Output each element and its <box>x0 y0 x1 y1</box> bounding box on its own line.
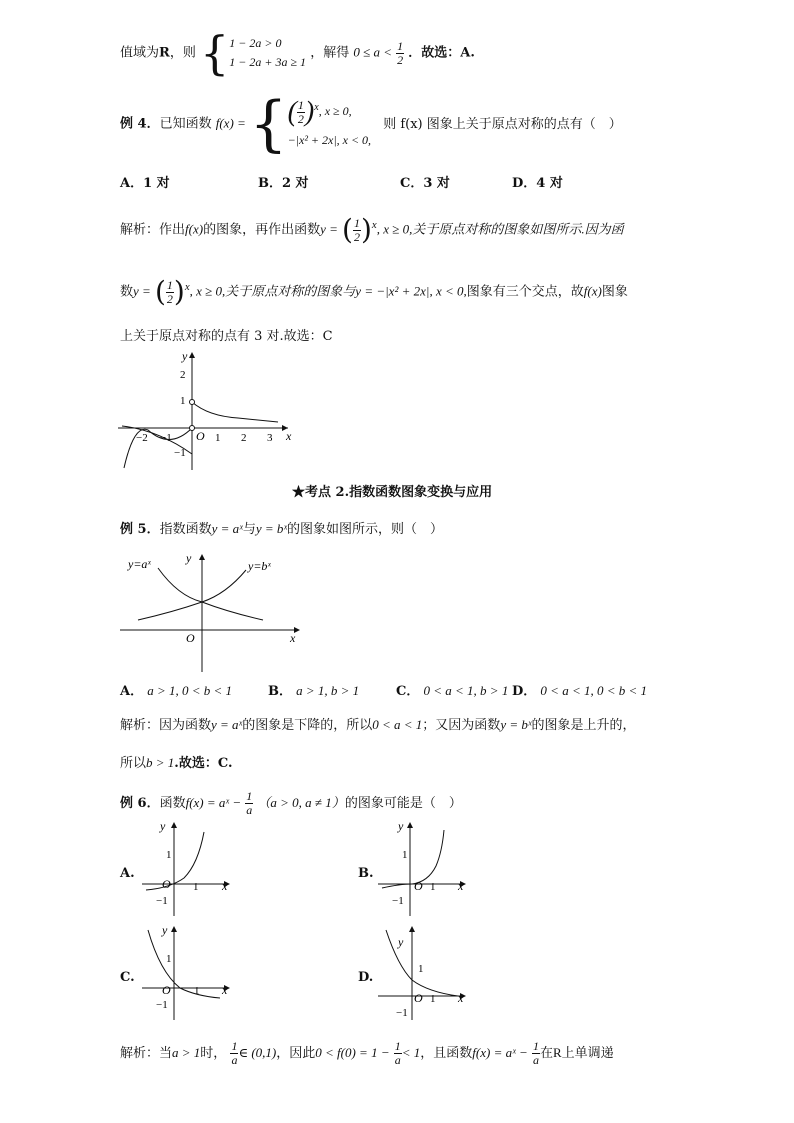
label-a: y=aˣ <box>128 557 151 571</box>
line-range: 值域为R，则 { 1 − 2a > 0 1 − 2a + 3a ≥ 1 ，解得 0 ≤ a < $\frac{1}{2}$ ．故选：A. <box>120 26 475 80</box>
svg-text:1: 1 <box>166 849 172 861</box>
ex5-option-c[interactable]: C． 0 < a < 1, b > 1 <box>396 683 509 699</box>
example-6-question: 例 6．函数f(x) = aˣ − $\frac{1}{a}$ （a > 0, a ≠ 1）的图象可能是（ ） <box>120 789 462 817</box>
svg-text:−1: −1 <box>392 895 404 907</box>
ex6-label-a[interactable]: A. <box>120 866 135 881</box>
origin-label: O <box>186 631 195 645</box>
ex5-option-d[interactable]: D． 0 < a < 1, 0 < b < 1 <box>512 683 648 699</box>
svg-text:x: x <box>458 991 464 1005</box>
svg-text:−1: −1 <box>174 447 186 459</box>
svg-text:x: x <box>222 879 228 893</box>
solution-4-line1: 解析：作出f(x)的图象，再作出函数y = ( $\frac{1}{2}$ )$^x$, x ≥ 0,关于原点对称的图象如图所示.因为函 <box>120 213 624 246</box>
svg-text:1: 1 <box>418 963 424 975</box>
svg-text:y: y <box>162 923 168 937</box>
svg-text:O: O <box>414 879 423 893</box>
example-5-question: 例 5．指数函数y = aˣ与y = bˣ的图象如图所示，则（ ） <box>120 521 444 537</box>
x-axis-label: x <box>286 429 292 443</box>
ex6-label-d[interactable]: D. <box>358 970 374 985</box>
svg-text:O: O <box>162 877 171 891</box>
ex6-label-b[interactable]: B. <box>358 866 374 881</box>
x-axis-label: x <box>290 631 296 645</box>
svg-text:2: 2 <box>180 369 186 381</box>
option-a[interactable]: A．1 对 <box>120 176 170 191</box>
svg-text:−2: −2 <box>136 432 148 444</box>
svg-text:O: O <box>162 983 171 997</box>
origin-label: O <box>196 429 205 443</box>
svg-text:1: 1 <box>430 881 436 893</box>
svg-text:1: 1 <box>430 993 436 1005</box>
svg-text:−1: −1 <box>156 999 168 1011</box>
example-4-question: 例 4．已知函数 f(x) = { ( $\frac{1}{2}$ )$^x$, x ≥ 0, −|x² + 2x|, x < 0, 则 f(x) 图象上关于原点对称的点有（ ） <box>120 89 622 160</box>
solution-5-line2: 所以b > 1.故选：C. <box>120 755 233 771</box>
svg-text:y: y <box>398 935 404 949</box>
graph-example-5 <box>118 550 308 674</box>
svg-text:3: 3 <box>267 432 273 444</box>
solution-6-line1: 解析：当a > 1时， $\frac{1}{a}$ ∈ (0,1)，因此0 < f(0) = 1 − $\frac{1}{a}$ < 1，且函数f(x) = aˣ − $\frac{1}{a}$ 在R上单调递 <box>120 1039 614 1067</box>
svg-text:−1: −1 <box>156 895 168 907</box>
ex6-graph-b[interactable] <box>376 818 476 918</box>
solution-4-line2: 数y = ( $\frac{1}{2}$ )$^x$, x ≥ 0,关于原点对称的图象与y = −|x² + 2x|, x < 0,图象有三个交点，故f(x)图象 <box>120 275 628 308</box>
ex5-option-b[interactable]: B． a > 1, b > 1 <box>268 683 360 699</box>
svg-text:1: 1 <box>193 881 199 893</box>
option-b[interactable]: B．2 对 <box>258 176 309 191</box>
ex6-label-c[interactable]: C. <box>120 970 135 985</box>
svg-text:1: 1 <box>402 849 408 861</box>
svg-text:y: y <box>398 819 404 833</box>
svg-text:2: 2 <box>241 432 247 444</box>
y-axis-label: y <box>186 551 192 565</box>
svg-text:−1: −1 <box>160 432 172 444</box>
svg-text:x: x <box>458 879 464 893</box>
svg-text:y: y <box>160 819 166 833</box>
svg-text:−1: −1 <box>396 1007 408 1019</box>
graph-example-4 <box>118 348 318 472</box>
svg-text:O: O <box>414 991 423 1005</box>
y-axis-label: y <box>182 349 188 363</box>
svg-text:1: 1 <box>180 395 186 407</box>
solution-5-line1: 解析：因为函数y = aˣ的图象是下降的，所以0 < a < 1；又因为函数y = bˣ的图象是上升的， <box>120 717 636 733</box>
option-c[interactable]: C．3 对 <box>400 176 450 191</box>
label-b: y=bˣ <box>248 559 271 573</box>
svg-text:1: 1 <box>166 953 172 965</box>
ex6-graph-d[interactable] <box>376 922 476 1022</box>
section-heading: ★考点 2.指数函数图象变换与应用 <box>292 485 493 500</box>
svg-text:x: x <box>222 983 228 997</box>
ex5-option-a[interactable]: A． a > 1, 0 < b < 1 <box>120 683 233 699</box>
ex6-graph-c[interactable] <box>140 922 240 1022</box>
svg-text:1: 1 <box>215 432 221 444</box>
option-d[interactable]: D．4 对 <box>512 176 563 191</box>
svg-text:1: 1 <box>194 985 200 997</box>
ex6-graph-a[interactable] <box>140 818 240 918</box>
solution-4-line3: 上关于原点对称的点有 3 对.故选：C <box>120 329 333 344</box>
